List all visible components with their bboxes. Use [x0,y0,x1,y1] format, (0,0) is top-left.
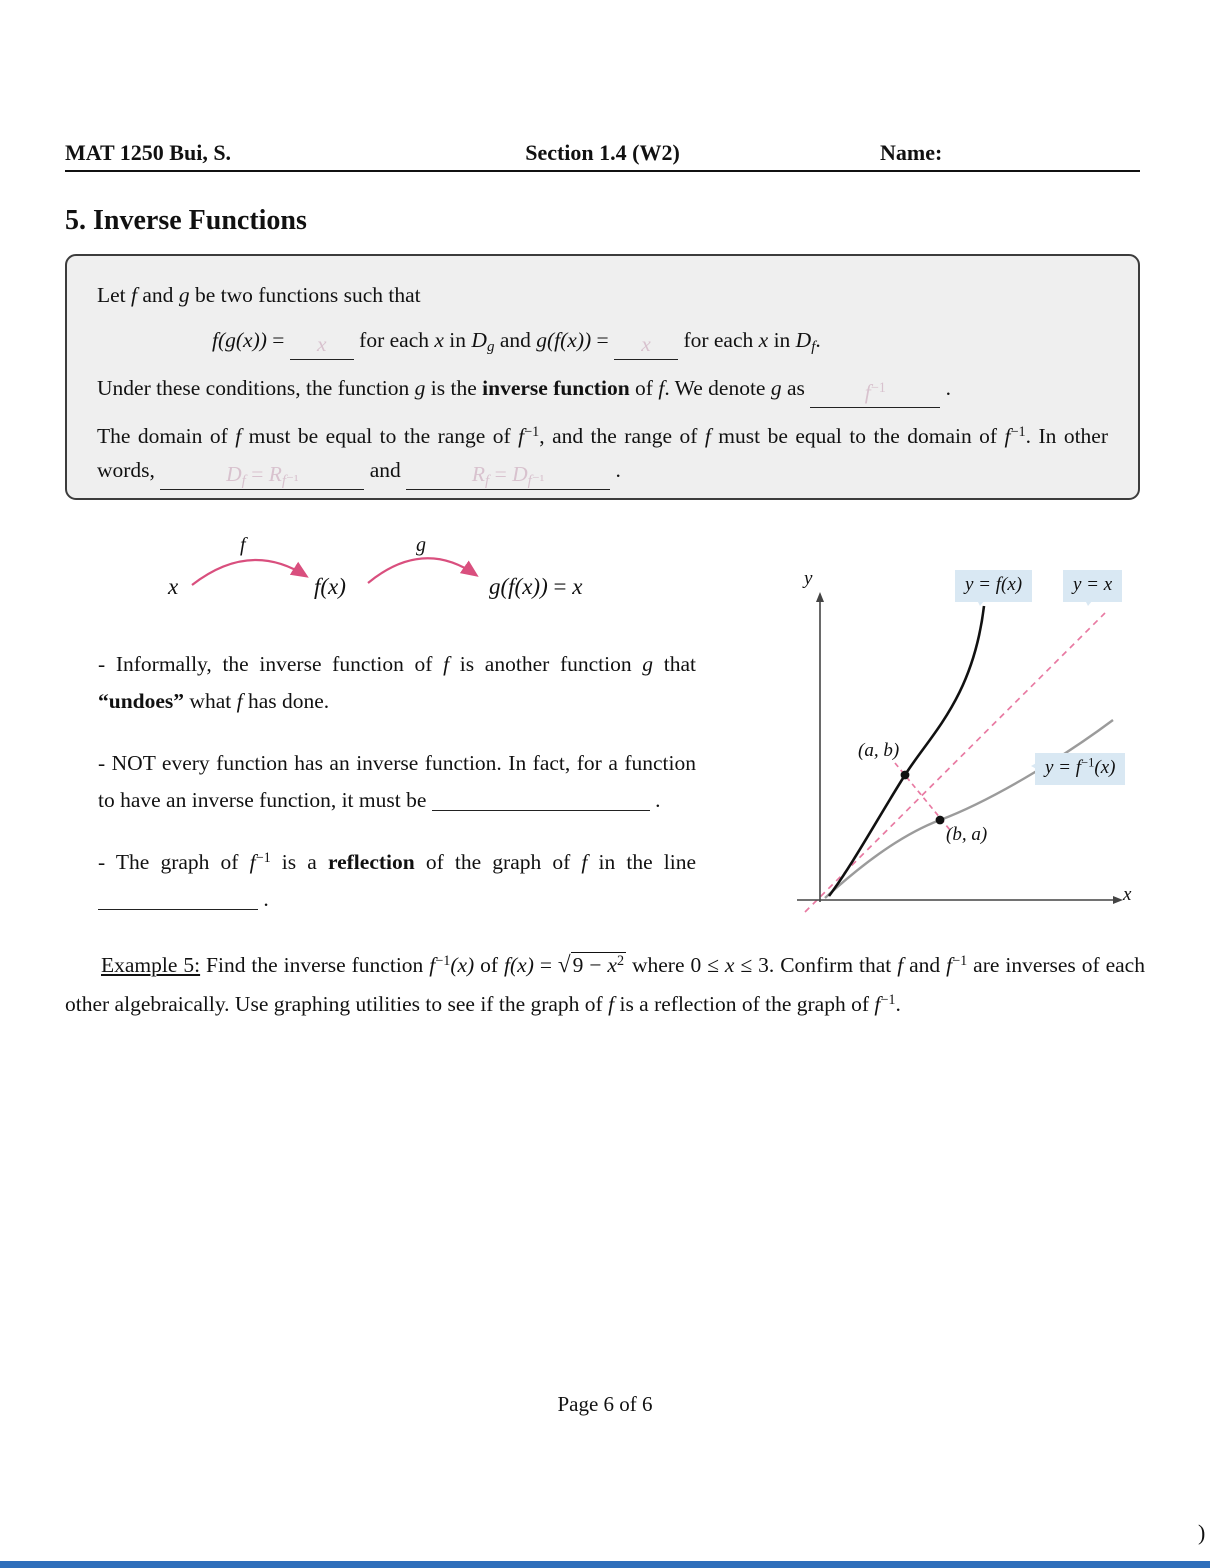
composition-label: g(f(x)) = x [489,574,583,599]
example-paragraph: Example 5: Find the inverse function $f^{-1}(x)$ of $f(x) = √9 - x^2$ where 0 ≤ x ≤ 3. Confirm that f and $f^{-1}$ are inverses of each other algebraically. Use graphing utilities to see if the graph of f is a reflection of the graph of $f^{-1}$. [65,952,1145,1016]
bottom-bar [0,1561,1210,1568]
definition-line-2: f(g(x)) = x for each x in $D_g$ and g(f(x)) = x for each x in $D_f$. [212,323,1108,360]
point-ba-dot [936,816,945,825]
faint-answer: x [641,332,651,357]
page-edge-artifact: ) [1198,1520,1206,1545]
fill-in-blank: $f^{-1}$ [810,380,940,408]
fill-in-blank [614,332,678,360]
y-axis-label: y [804,568,813,589]
page-header [65,140,1140,168]
fill-in-blank [98,907,258,910]
definition-box [65,254,1140,500]
g-arrow-label: g [416,534,426,556]
header-rule [65,170,1140,172]
f-arrow-label: f [240,534,246,556]
x-label: x [168,574,179,599]
definition-line-3: Under these conditions, the function g is the inverse function of f. We denote g as $f^{-1}$ . [97,371,1108,408]
section-label: Section 1.4 (W2) [525,140,680,165]
y-axis-arrowhead [816,592,824,602]
definition-line-1: Let f and g be two functions such that [97,283,421,307]
name-label: Name: [880,140,943,165]
faint-answer: f [864,380,871,405]
course-code: MAT 1250 Bui, S. [65,140,232,165]
definition-line-4: The domain of f must be equal to the range of $f^{-1}$, and the range of f must be equal to the domain of $f^{-1}$. In other words, $D_f = R_{f^{-1}}$ and $R_f = D_{f^{-1}}$ . [97,423,1109,490]
fill-in-blank [290,332,354,360]
faint-answer: x [317,332,327,357]
function-graph [783,568,1153,946]
note-informal: - Informally, the inverse function of f is another function g that “undoes” what f has done. [98,652,696,713]
x-axis-arrowhead [1113,896,1123,904]
note-not-every-function: - NOT every function has an inverse function. In fact, for a function to have an inverse function, it must be . [98,750,696,812]
point-ab-dot [901,771,910,780]
f-curve [829,606,984,896]
fill-in-blank: $R_f = D_{f^{-1}}$ [406,462,610,490]
label-callout-f-inverse: $y = f^{-1}(x)$ [1035,753,1125,785]
faint-answer: D [226,462,242,487]
fill-in-blank [432,808,650,811]
faint-answer: R [471,462,486,487]
point-ba-label: (b, a) [946,824,988,845]
point-ab-label: (a, b) [858,740,900,761]
section-title: 5. Inverse Functions [65,205,307,236]
label-callout-f: y = f(x) [955,570,1032,602]
x-axis-label: x [1123,884,1132,905]
f-arrow [192,560,306,585]
fill-in-blank: $D_f = R_{f^{-1}}$ [160,462,364,490]
g-arrow [368,558,476,583]
note-reflection: - The graph of $f^{-1}$ is a reflection of the graph of f in the line . [98,849,697,911]
fx-label: f(x) [314,574,346,599]
page-number: Page 6 of 6 [557,1392,653,1416]
notes [98,646,696,943]
label-callout-identity: y = x [1063,570,1122,602]
